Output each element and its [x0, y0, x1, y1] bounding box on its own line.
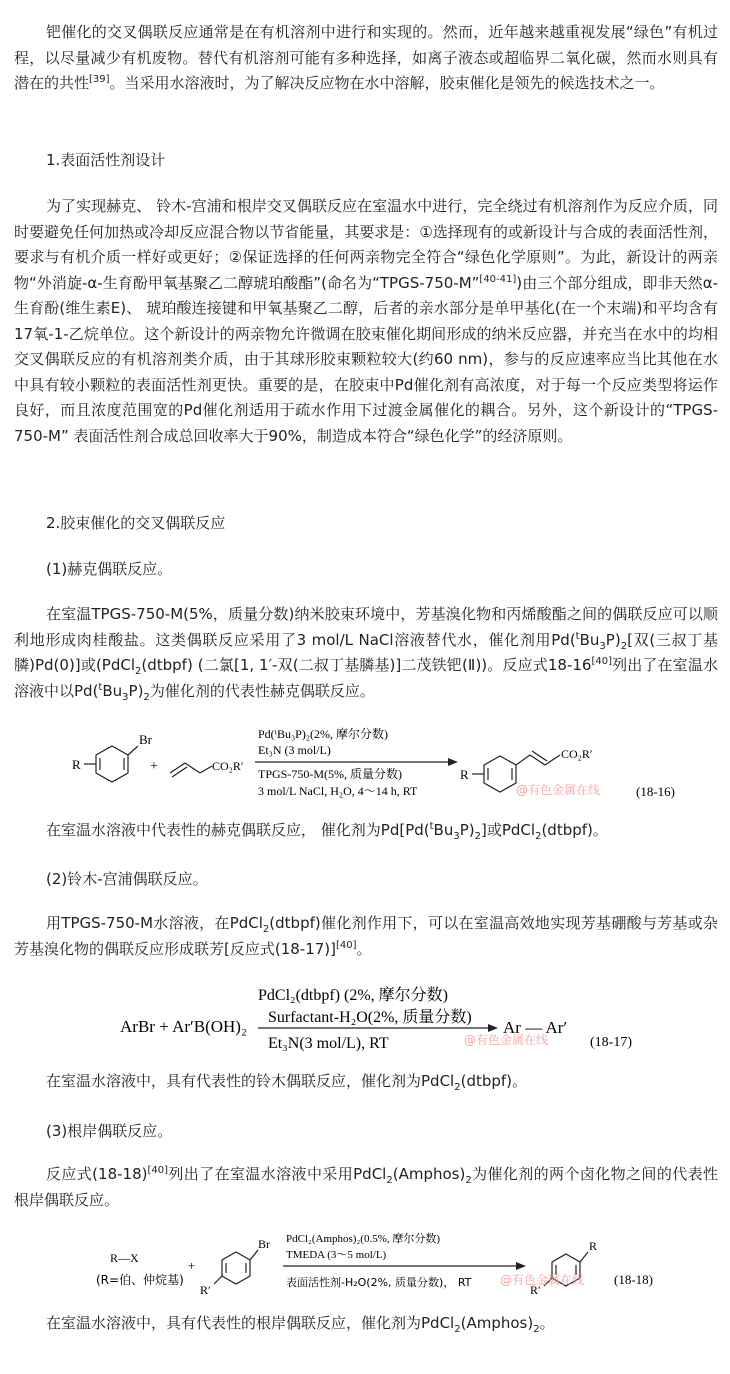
- suzuki-condition-1: PdCl₂(dtbpf) (2%, 摩尔分数): [258, 987, 449, 1004]
- acrylate-ester-label: CO₂R′: [212, 759, 244, 773]
- negishi-condition-2: TMEDA (3～5 mol/L): [286, 1249, 387, 1261]
- negishi-caption: 在室温水溶液中，具有代表性的根岸偶联反应，催化剂为$PdCl_2(Amphos)_2$。: [46, 1314, 555, 1335]
- suzuki-condition-3: Et₃N(3 mol/L), RT: [268, 1035, 389, 1052]
- plus-sign: +: [188, 1258, 196, 1273]
- reaction-18-17: [0, 980, 730, 1060]
- bromo-label: Br: [139, 732, 152, 747]
- alkyl-halide-note: (R=伯、仲烷基): [96, 1273, 184, 1287]
- watermark: @有色金属在线: [464, 1033, 549, 1047]
- suzuki-reactants: ArBr + Ar′B(OH)₂: [120, 1017, 247, 1036]
- negishi-paragraph: 反应式(18-18)[40]列出了在室温水溶液中采用$PdCl_2(Amphos)_2$为催化剂的两个卤化物之间的代表性根岸偶联反应。: [14, 1165, 718, 1209]
- r-prime-label: R′: [200, 1283, 211, 1297]
- heck-condition-1: Pd(ᵗBu₃P)₂(2%, 摩尔分数): [258, 727, 388, 741]
- reaction-18-18: [0, 1228, 730, 1298]
- product-r-label: R: [589, 1239, 598, 1253]
- product-r-label: R: [460, 767, 469, 782]
- acrylate-structure: [170, 763, 212, 777]
- heck-caption: 在室温水溶液中代表性的赫克偶联反应， 催化剂为$Pd[Pd(^tBu_3P)_2]$或PdCl$_2$(dtbpf)。: [46, 821, 608, 842]
- heck-condition-3: TPGS-750-M(5%, 质量分数): [258, 767, 402, 781]
- intro-paragraph: 钯催化的交叉偶联反应通常是在有机溶剂中进行和实现的。然而，近年越来越重视发展“绿色”有机过程，以尽量减少有机废物。替代有机溶剂可能有多种选择，如离子液态或超临界二氧化碳，然而水则具有潜在的共性[39]。当采用水溶液时，为了解决反应物在水中溶解，胶束催化是领先的候选技术之一。: [14, 23, 718, 92]
- equation-number: (18-16): [636, 784, 675, 799]
- suzuki-condition-2: Surfactant-H₂O(2%, 质量分数): [268, 1009, 472, 1026]
- equation-number: (18-17): [590, 1035, 632, 1050]
- section-1-title: 1.表面活性剂设计: [46, 151, 166, 169]
- heck-title: (1)赫克偶联反应。: [46, 560, 173, 578]
- alkyl-halide: R—X: [110, 1251, 139, 1265]
- heck-condition-2: Et₃N (3 mol/L): [258, 743, 331, 757]
- product-ester-label: CO₂R′: [561, 747, 593, 761]
- watermark: @有色金属在线: [516, 783, 601, 797]
- aryl-bromide-structure: [84, 746, 138, 782]
- heck-paragraph: 在室温TPGS-750-M(5%，质量分数)纳米胶束环境中，芳基溴化物和丙烯酸酯之间的偶联反应可以顺利地形成肉桂酸盐。这类偶联反应采用了3 mol/L NaCl溶液替代水，催化剂用$Pd(^tBu_3P)_2$[双(三叔丁基膦)Pd(0)]或(PdCl$_2$(dtbpf) (二氯[1, 1′-双(二叔丁基膦基)]二茂铁钯(Ⅱ))。反应式18-16[40]列出了在室温水溶液中以$Pd(^tBu_3P)_2$为催化剂的代表性赫克偶联反应。: [14, 605, 718, 703]
- r-label: R: [72, 757, 81, 772]
- bromo-label: Br: [258, 1237, 270, 1251]
- suzuki-title: (2)铃木-宫浦偶联反应。: [46, 870, 208, 888]
- negishi-title: (3)根岸偶联反应。: [46, 1122, 173, 1140]
- biaryl-product: Ar — Ar′: [503, 1018, 568, 1037]
- suzuki-caption: 在室温水溶液中，具有代表性的铃木偶联反应，催化剂为PdCl$_2$(dtbpf)。: [46, 1072, 528, 1093]
- heck-condition-4: 3 mol/L NaCl, H₂O, 4～14 h, RT: [258, 784, 418, 798]
- aryl-bromide-structure: [214, 1250, 258, 1284]
- equation-number: (18-18): [614, 1272, 653, 1287]
- negishi-condition-1: PdCl₂(Amphos)₂(0.5%, 摩尔分数): [286, 1233, 441, 1245]
- negishi-condition-3: 表面活性剂-H₂O(2%, 质量分数)， RT: [286, 1276, 472, 1289]
- plus-sign: +: [150, 759, 158, 774]
- surfactant-design-paragraph: 为了实现赫克、 铃木-宫浦和根岸交叉偶联反应在室温水中进行，完全绕过有机溶剂作为反应介质，同时要避免任何加热或冷却反应混合物以节省能量，其要求是：①选择现有的或新设计与合成的表面活性剂，要求与有机介质一样好或更好；②保证选择的任何两亲物完全符合“绿色化学原则”。为此，新设计的两亲物“外消旋-α-生育酚甲氧基聚乙二醇琥珀酸酯”(命名为“TPGS-750-M”[40-41])由三个部分组成，即非天然α-生育酚(维生素E)、 琥珀酸连接键和甲氧基聚乙二醇，后者的亲水部分是单甲基化(在一个末端)和平均含有17氧-1-乙烷单位。这个新设计的两亲物允许微调在胶束催化期间形成的纳米反应器，并充当在水中的均相交叉偶联反应的有机溶剂类介质，由于其球形胶束颗粒较大(约60 nm)，参与的反应速率应当比其他在水中具有较小颗粒的表面活性剂更快。重要的是，在胶束中Pd催化剂有高浓度，对于每一个反应类型将运作良好，而且浓度范围宽的Pd催化剂适用于疏水作用下过渡金属催化的耦合。另外，这个新设计的“TPGS-750-M” 表面活性剂合成总回收率大于90%，制造成本符合“绿色化学”的经济原则。: [14, 197, 718, 445]
- watermark: @有色金属在线: [500, 1273, 585, 1287]
- section-2-title: 2.胶束催化的交叉偶联反应: [46, 514, 226, 532]
- reaction-18-16: [0, 718, 730, 808]
- product-r-prime-label: R′: [530, 1283, 541, 1297]
- suzuki-paragraph: 用TPGS-750-M水溶液，在PdCl$_2$(dtbpf)催化剂作用下，可以在室温高效地实现芳基硼酸与芳基或杂芳基溴化物的偶联反应形成联芳[反应式(18-17)][40]。: [14, 914, 718, 958]
